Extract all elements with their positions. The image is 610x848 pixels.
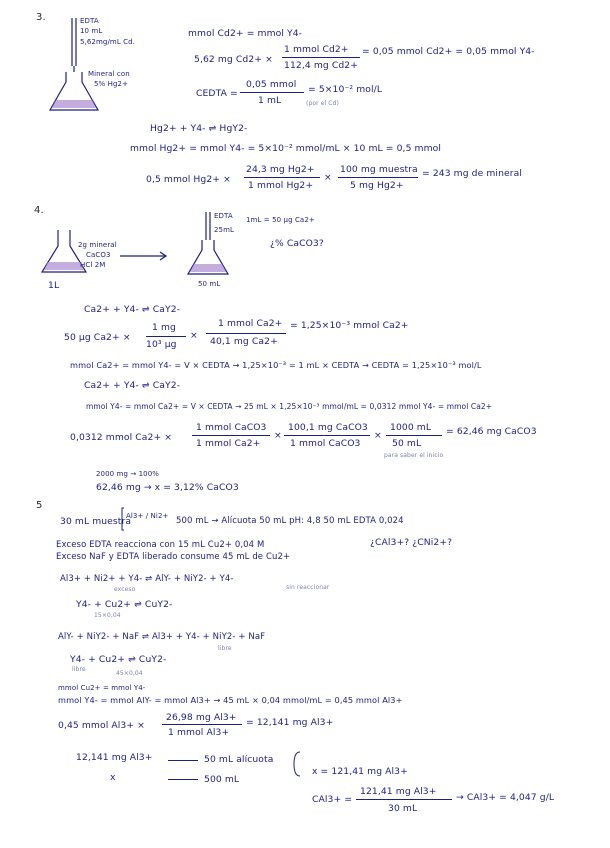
times-sign: × — [374, 430, 382, 441]
fraction-bar — [240, 92, 304, 93]
burette-4 — [206, 212, 210, 240]
p3-line-6-num2: 100 mg muestra — [340, 164, 418, 175]
flask-3-content-1: Mineral con — [88, 70, 130, 78]
p5-line-12a: x — [110, 772, 116, 783]
p5-question: ¿CAl3+? ¿CNi2+? — [370, 537, 453, 548]
flask-3-content-2: 5% Hg2+ — [94, 80, 129, 88]
flask-4b — [188, 240, 228, 274]
p4-line-6-num1: 1 mmol CaCO3 — [196, 422, 267, 433]
p4-line-6-den2: 1 mmol CaCO3 — [290, 438, 361, 449]
p4-line-6-note: para saber el inicio — [384, 452, 444, 459]
p3-line-6a: 0,5 mmol Hg2+ × — [146, 174, 231, 185]
p4-line-2b: = 1,25×10⁻³ mmol Ca2+ — [290, 320, 409, 331]
p4-line-2-den2: 40,1 mg Ca2+ — [210, 336, 278, 347]
p5-line-5: Y4- + Cu2+ ⇌ CuY2- — [76, 599, 173, 610]
fraction-bar — [146, 336, 186, 337]
p5-line-2: Exceso EDTA reacciona con 15 mL Cu2+ 0,04 M — [56, 540, 265, 550]
p5-line-7-sub1: libre — [72, 666, 86, 673]
p5-line-10b: = 12,141 mg Al3+ — [246, 717, 334, 728]
p3-line-2-den: 112,4 mg Cd2+ — [284, 60, 359, 71]
p4-line-3: mmol Ca2+ = mmol Y4- = V × CEDTA → 1,25×10⁻³ = 1 mL × CEDTA → CEDTA = 1,25×10⁻³ mol/L — [70, 360, 482, 370]
p4-question: ¿% CaCO3? — [270, 238, 324, 249]
fraction-bar — [162, 724, 242, 725]
p5-line-3: Exceso NaF y EDTA liberado consume 45 mL de Cu2+ — [56, 552, 291, 562]
p3-line-6-num1: 24,3 mg Hg2+ — [246, 164, 315, 175]
flask-4b-top: EDTA — [214, 212, 233, 220]
p3-line-6b: = 243 mg de mineral — [422, 168, 523, 179]
problem-4-number: 4. — [34, 205, 44, 216]
flask-4a-label-1: 2g mineral — [78, 241, 117, 249]
p5-line-6: AlY- + NiY2- + NaF ⇌ Al3+ + Y4- + NiY2- + NaF — [58, 632, 266, 642]
p5-line-14-den: 30 mL — [388, 803, 418, 814]
p4-line-2a: 50 µg Ca2+ × — [64, 332, 131, 343]
flask-4b-info: 1mL = 50 µg Ca2+ — [246, 216, 315, 224]
p5-line-6-sub: libre — [218, 645, 232, 652]
p5-line-10-den: 1 mmol Al3+ — [168, 727, 230, 738]
p5-line-4-sub2: sin reaccionar — [286, 584, 330, 591]
p3-line-2b: = 0,05 mmol Cd2+ = 0,05 mmol Y4- — [362, 46, 535, 57]
p4-line-6b: = 62,46 mg CaCO3 — [446, 426, 537, 437]
p5-line-1b: 500 mL → Alícuota 50 mL pH: 4,8 50 mL EDTA 0,024 — [176, 516, 404, 526]
p5-line-8: mmol Cu2+ = mmol Y4- — [58, 684, 146, 692]
p4-line-8: 62,46 mg → x = 3,12% CaCO3 — [96, 482, 239, 493]
p5-line-14a: CAl3+ = — [312, 794, 353, 805]
p3-line-3b: = 5×10⁻² mol/L — [308, 84, 383, 95]
p5-line-5-sub: 15×0,04 — [94, 612, 121, 619]
fraction-bar — [284, 435, 370, 436]
p4-line-6-num3: 1000 mL — [390, 422, 432, 433]
problem-5-number: 5 — [36, 500, 43, 511]
p3-line-2-num: 1 mmol Cd2+ — [284, 44, 349, 55]
p5-line-10-num: 26,98 mg Al3+ — [166, 712, 237, 723]
p4-line-4: Ca2+ + Y4- ⇌ CaY2- — [84, 380, 181, 391]
p5-line-11a: 12,141 mg Al3+ — [76, 752, 153, 763]
flask-4b-volume: 50 mL — [198, 280, 221, 288]
p5-line-7-sub2: 45×0,04 — [116, 670, 143, 677]
flask-3-conc: 5,62mg/mL Cd. — [80, 38, 136, 46]
p5-line-4: Al3+ + Ni2+ + Y4- ⇌ AlY- + NiY2- + Y4- — [60, 574, 234, 584]
flask-4a-label-3: HCl 2M — [80, 261, 106, 269]
p3-line-6-den1: 1 mmol Hg2+ — [248, 180, 314, 191]
p3-line-3-num: 0,05 mmol — [246, 79, 297, 90]
fraction-bar — [192, 435, 270, 436]
p4-line-6-den3: 50 mL — [392, 438, 422, 449]
p5-line-14-num: 121,41 mg Al3+ — [360, 786, 437, 797]
flask-4a-volume: 1L — [48, 280, 60, 291]
times-sign: × — [274, 430, 282, 441]
p4-line-5: mmol Y4- = mmol Ca2+ = V × CEDTA → 25 mL × 1,25×10⁻³ mmol/mL = 0,0312 mmol Y4- = mmol Ca2+ — [86, 402, 493, 411]
flask-4a-label-2: CaCO3 — [86, 251, 111, 259]
proportion-line — [168, 779, 198, 780]
p4-line-2-den1: 10³ µg — [146, 339, 177, 350]
fraction-bar — [282, 57, 360, 58]
p5-line-4-sub1: exceso — [114, 586, 136, 593]
p3-line-4: Hg2+ + Y4- ⇌ HgY2- — [150, 123, 248, 134]
p4-line-7: 2000 mg → 100% — [96, 470, 160, 478]
p4-line-6-num2: 100,1 mg CaCO3 — [288, 422, 368, 433]
p3-line-6-den2: 5 mg Hg2+ — [350, 180, 404, 191]
p3-line-5: mmol Hg2+ = mmol Y4- = 5×10⁻² mmol/mL × 10 mL = 0,5 mmol — [130, 143, 442, 154]
times-sign: × — [190, 330, 198, 341]
p5-line-1-ions: Al3+ / Ni2+ — [126, 512, 169, 520]
fraction-bar — [206, 333, 286, 334]
flask-4b-edta-volume: 25mL — [214, 226, 235, 234]
flask-3-top-label: EDTA — [80, 17, 99, 25]
p5-line-7: Y4- + Cu2+ ⇌ CuY2- — [70, 654, 167, 665]
p5-line-10a: 0,45 mmol Al3+ × — [58, 720, 145, 731]
fraction-bar — [356, 799, 452, 800]
proportion-line — [168, 760, 198, 761]
p5-line-13: x = 121,41 mg Al3+ — [312, 766, 408, 777]
fraction-bar — [338, 177, 418, 178]
p4-line-6a: 0,0312 mmol Ca2+ × — [70, 432, 173, 443]
p4-line-2-num2: 1 mmol Ca2+ — [218, 318, 283, 329]
p3-line-1: mmol Cd2+ = mmol Y4- — [188, 28, 303, 39]
p5-line-9: mmol Y4- = mmol AlY- = mmol Al3+ → 45 mL × 0,04 mmol/mL = 0,45 mmol Al3+ — [58, 695, 403, 705]
p3-line-3-den: 1 mL — [258, 95, 282, 106]
arrow-4 — [120, 252, 166, 260]
p4-line-2-num1: 1 mg — [152, 322, 176, 333]
fraction-bar — [386, 435, 442, 436]
times-sign: × — [324, 172, 332, 183]
p5-line-11b: 50 mL alícuota — [204, 754, 274, 765]
p3-line-3-note: (por el Cd) — [306, 100, 339, 107]
p4-line-1: Ca2+ + Y4- ⇌ CaY2- — [84, 304, 181, 315]
fraction-bar — [244, 177, 320, 178]
flask-3-volume: 10 mL — [80, 27, 103, 35]
p4-line-6-den1: 1 mmol Ca2+ — [196, 438, 261, 449]
problem-3-number: 3. — [36, 12, 46, 23]
burette-3 — [72, 18, 76, 72]
p5-line-1a: 30 mL muestra — [60, 516, 132, 527]
p3-line-2a: 5,62 mg Cd2+ × — [194, 54, 273, 65]
p5-line-12b: 500 mL — [204, 774, 240, 785]
p3-line-3a: CEDTA = — [196, 88, 238, 99]
p5-line-14b: → CAl3+ = 4,047 g/L — [456, 792, 555, 803]
